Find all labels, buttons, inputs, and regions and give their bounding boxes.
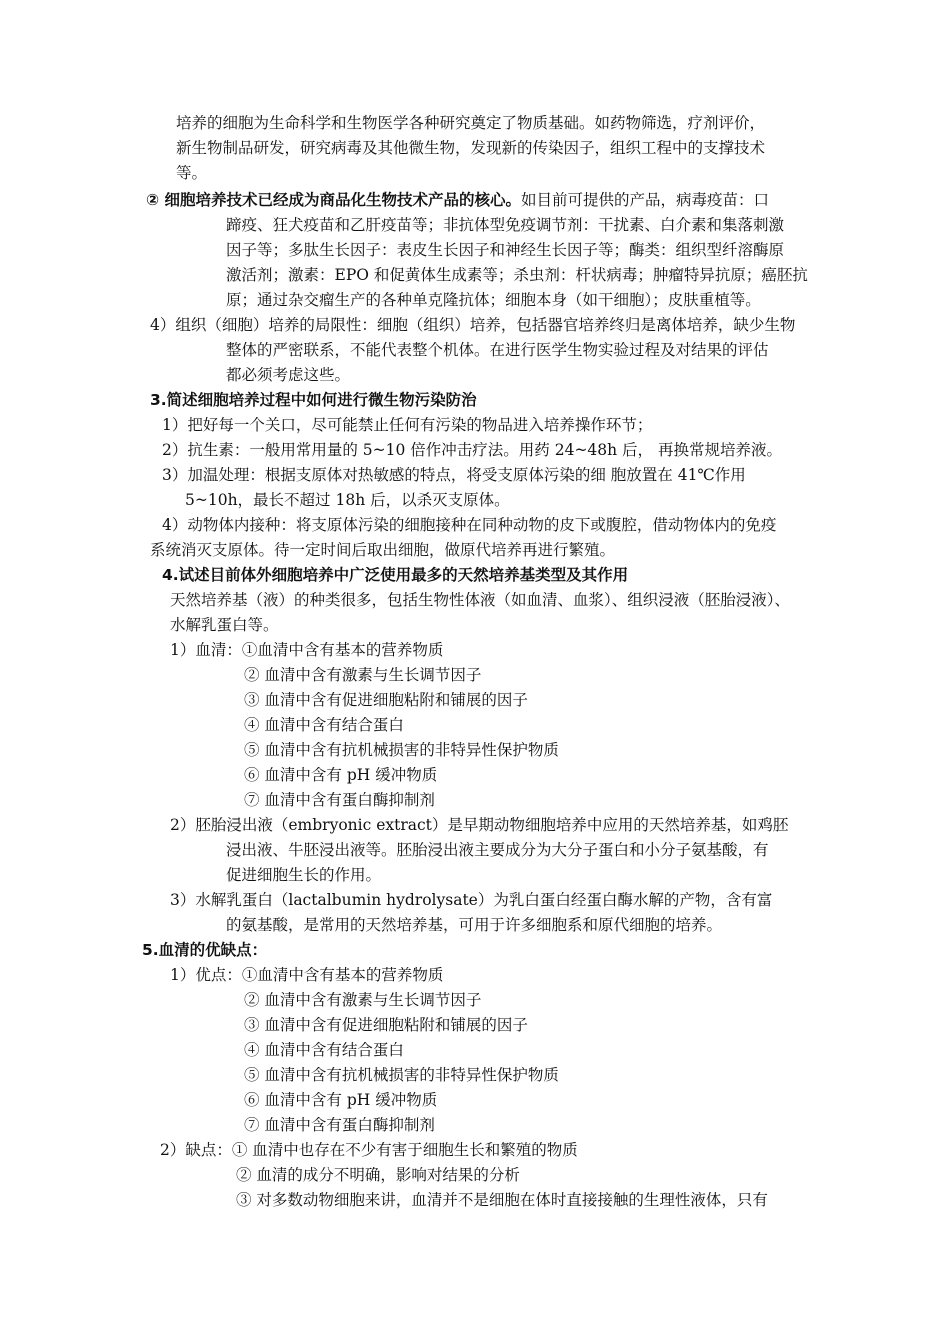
line-text: 天然培养基（液）的种类很多，包括生物性体液（如血清、血浆）、组织浸液（胚胎浸液）、	[170, 591, 791, 609]
text-line	[226, 265, 808, 285]
text-line	[226, 365, 350, 385]
line-text: 的氨基酸，是常用的天然培养基，可用于许多细胞系和原代细胞的培养。	[226, 916, 723, 934]
text-line	[146, 190, 769, 210]
line-text: 促进细胞生长的作用。	[226, 866, 382, 884]
text-line	[162, 565, 628, 585]
text-line	[170, 590, 790, 610]
text-line	[226, 340, 769, 360]
text-line	[162, 415, 652, 435]
line-text: ② 血清的成分不明确，影响对结果的分析	[236, 1166, 520, 1184]
text-line	[185, 490, 510, 510]
text-line	[162, 465, 746, 485]
text-line	[170, 965, 443, 985]
section-heading: 4.试述目前体外细胞培养中广泛使用最多的天然培养基类型及其作用	[162, 566, 629, 584]
section-heading: 3.简述细胞培养过程中如何进行微生物污染防治	[150, 391, 477, 409]
text-line	[226, 865, 381, 885]
text-line	[160, 1140, 578, 1160]
text-line	[226, 290, 761, 310]
line-text: ② 血清中含有激素与生长调节因子	[244, 666, 482, 684]
section-heading: 5.血清的优缺点：	[142, 941, 268, 959]
text-line	[244, 990, 481, 1010]
text-line	[150, 315, 795, 335]
line-text: 2）缺点：① 血清中也存在不少有害于细胞生长和繁殖的物质	[160, 1141, 578, 1159]
section-heading: ② 细胞培养技术已经成为商品化生物技术产品的核心。	[146, 191, 522, 209]
text-line	[150, 540, 615, 560]
text-line	[236, 1190, 768, 1210]
line-text: 浸出液、牛胚浸出液等。胚胎浸出液主要成分为大分子蛋白和小分子氨基酸，有	[226, 841, 769, 859]
line-text: 系统消灭支原体。待一定时间后取出细胞，做原代培养再进行繁殖。	[150, 541, 616, 559]
line-text: 激活剂；激素：EPO 和促黄体生成素等；杀虫剂：杆状病毒；肿瘤特异抗原；癌胚抗	[226, 266, 808, 284]
text-line	[244, 740, 559, 760]
text-line	[170, 640, 443, 660]
text-line	[162, 515, 776, 535]
line-text: ④ 血清中含有结合蛋白	[244, 1041, 404, 1059]
line-text: ⑦ 血清中含有蛋白酶抑制剂	[244, 791, 435, 809]
line-text: 水解乳蛋白等。	[170, 616, 279, 634]
text-line	[244, 1090, 437, 1110]
line-text: 2）胚胎浸出液（embryonic extract）是早期动物细胞培养中应用的天然培养基，如鸡胚	[170, 816, 789, 834]
line-text: ⑦ 血清中含有蛋白酶抑制剂	[244, 1116, 435, 1134]
text-line	[226, 840, 769, 860]
text-line	[244, 1115, 435, 1135]
line-text: ② 血清中含有激素与生长调节因子	[244, 991, 482, 1009]
line-text: 4）组织（细胞）培养的局限性：细胞（组织）培养，包括器官培养终归是离体培养，缺少生物	[150, 316, 796, 334]
line-text: ⑥ 血清中含有 pH 缓冲物质	[244, 1091, 438, 1109]
line-text: 4）动物体内接种：将支原体污染的细胞接种在同种动物的皮下或腹腔，借动物体内的免疫	[162, 516, 777, 534]
text-line	[244, 715, 404, 735]
line-text: 如目前可提供的产品，病毒疫苗：口	[521, 191, 770, 209]
line-text: 2）抗生素：一般用常用量的 5~10 倍作冲击疗法。用药 24~48h 后， 再换常规培养液。	[162, 441, 782, 459]
text-line	[226, 240, 784, 260]
line-text: ③ 血清中含有促进细胞粘附和铺展的因子	[244, 1016, 528, 1034]
text-line	[170, 890, 772, 910]
line-text: 原；通过杂交瘤生产的各种单克隆抗体；细胞本身（如干细胞）；皮肤重植等。	[226, 291, 761, 309]
line-text: 1）把好每一个关口，尽可能禁止任何有污染的物品进入培养操作环节；	[162, 416, 653, 434]
text-line	[176, 163, 207, 183]
text-line	[162, 440, 782, 460]
line-text: 培养的细胞为生命科学和生物医学各种研究奠定了物质基础。如药物筛选，疗剂评价，	[176, 114, 766, 132]
text-line	[176, 138, 765, 158]
text-line	[150, 390, 477, 410]
line-text: 整体的严密联系，不能代表整个机体。在进行医学生物实验过程及对结果的评估	[226, 341, 769, 359]
line-text: ⑤ 血清中含有抗机械损害的非特异性保护物质	[244, 741, 559, 759]
text-line	[142, 940, 267, 960]
text-line	[226, 915, 722, 935]
line-text: 1）优点：①血清中含有基本的营养物质	[170, 966, 444, 984]
text-line	[244, 790, 435, 810]
line-text: 3）水解乳蛋白（lactalbumin hydrolysate）为乳白蛋白经蛋白酶水解的产物，含有富	[170, 891, 773, 909]
text-line	[170, 815, 788, 835]
text-line	[244, 1065, 559, 1085]
text-line	[244, 690, 528, 710]
line-text: 蹄疫、狂犬疫苗和乙肝疫苗等；非抗体型免疫调节剂：干扰素、白介素和集落刺激	[226, 216, 785, 234]
line-text: 等。	[176, 164, 208, 182]
text-line	[170, 615, 279, 635]
text-line	[244, 665, 481, 685]
line-text: 因子等；多肽生长因子：表皮生长因子和神经生长因子等；酶类：组织型纤溶酶原	[226, 241, 785, 259]
line-text: ⑥ 血清中含有 pH 缓冲物质	[244, 766, 438, 784]
text-line	[236, 1165, 520, 1185]
text-line	[244, 1040, 404, 1060]
text-line	[244, 765, 437, 785]
line-text: ⑤ 血清中含有抗机械损害的非特异性保护物质	[244, 1066, 559, 1084]
line-text: ③ 血清中含有促进细胞粘附和铺展的因子	[244, 691, 528, 709]
text-line	[244, 1015, 528, 1035]
line-text: 新生物制品研发，研究病毒及其他微生物，发现新的传染因子，组织工程中的支撑技术	[176, 139, 766, 157]
line-text: 3）加温处理：根据支原体对热敏感的特点，将受支原体污染的细 胞放置在 41℃作用	[162, 466, 746, 484]
text-line	[176, 113, 765, 133]
line-text: 5~10h，最长不超过 18h 后，以杀灭支原体。	[185, 491, 510, 509]
line-text: 都必须考虑这些。	[226, 366, 351, 384]
line-text: 1）血清：①血清中含有基本的营养物质	[170, 641, 444, 659]
line-text: ③ 对多数动物细胞来讲，血清并不是细胞在体时直接接触的生理性液体，只有	[236, 1191, 768, 1209]
text-line	[226, 215, 784, 235]
line-text: ④ 血清中含有结合蛋白	[244, 716, 404, 734]
